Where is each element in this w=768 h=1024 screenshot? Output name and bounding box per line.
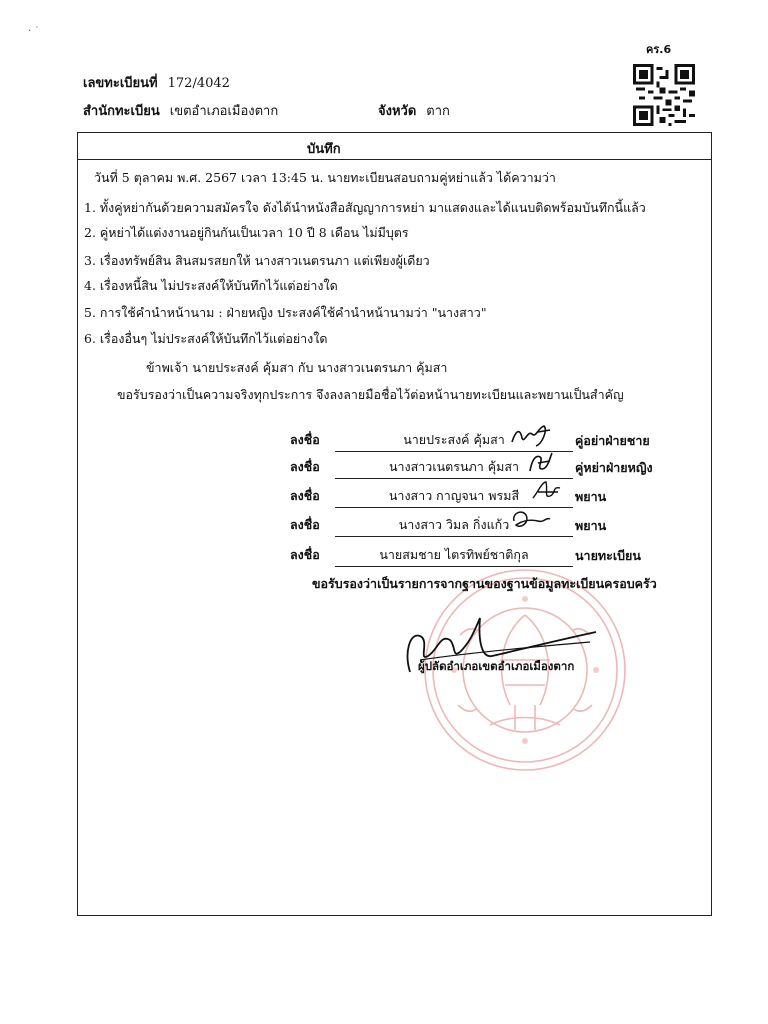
signatory-name: นายสมชาย ไตรทิพย์ชาติกุล [335, 545, 573, 567]
signature-label: ลงชื่อ [290, 488, 320, 503]
signatory-role: นายทะเบียน [575, 548, 641, 563]
signature-label: ลงชื่อ [290, 517, 320, 532]
registration-number [83, 72, 230, 93]
certifying-officer-title: ผู้ปลัดอำเภอเขตอำเภอเมืองตาก [418, 659, 575, 673]
province-label: จังหวัด [378, 104, 417, 119]
registration-label: เลขทะเบียนที่ [83, 76, 158, 91]
record-item-4: 4. เรื่องหนี้สิน ไม่ประสงค์ให้บันทึกไว้แต่อย่างใด [84, 278, 338, 293]
signatory-role: คู่หย่าฝ่ายหญิง [575, 460, 653, 475]
scan-speck: · ˙ [28, 26, 40, 37]
signature-label: ลงชื่อ [290, 432, 320, 447]
province [378, 100, 450, 121]
record-item-6: 6. เรื่องอื่นๆ ไม่ประสงค์ให้บันทึกไว้แต่อย่างใด [84, 331, 328, 346]
signatory-role: พยาน [575, 518, 607, 533]
signatory-name: นายประสงค์ คุ้มสา [335, 430, 573, 452]
province-value: ตาก [426, 104, 450, 119]
handwritten-signature [508, 420, 554, 450]
handwritten-signature [508, 505, 552, 535]
signature-row-witness-1 [290, 484, 690, 506]
signature-row-husband [290, 428, 690, 450]
record-item-2: 2. คู่หย่าได้แต่งงานอยู่กินกันเป็นเวลา 10 ปี 8 เดือน ไม่มีบุตร [84, 225, 409, 240]
signatory-name: นางสาว กาญจนา พรมสี [335, 486, 573, 508]
signature-row-wife [290, 455, 690, 477]
office-value: เขตอำเภอเมืองตาก [169, 104, 279, 119]
record-intro: วันที่ 5 ตุลาคม พ.ศ. 2567 เวลา 13:45 น. นายทะเบียนสอบถามคู่หย่าแล้ว ได้ความว่า [94, 170, 556, 185]
office-label: สำนักทะเบียน [83, 104, 160, 119]
signature-row-registrar [290, 543, 690, 565]
registry-office [83, 100, 278, 121]
handwritten-signature [526, 447, 556, 477]
record-item-5: 5. การใช้คำนำหน้านาม : ฝ่ายหญิง ประสงค์ใช้คำนำหน้านามว่า "นางสาว" [84, 305, 487, 320]
record-title-row [78, 133, 711, 160]
certification-statement: ขอรับรองว่าเป็นรายการจากฐานของฐานข้อมูลทะเบียนครอบครัว [312, 576, 657, 591]
record-item-1: 1. ทั้งคู่หย่ากันด้วยความสมัครใจ ดังได้นำหนังสือสัญญาการหย่า มาแสดงและได้แนบติดพร้อมบันทึกนี้แล้ว [84, 200, 646, 215]
record-title: บันทึก [307, 142, 341, 157]
signatory-name: นางสาวเนตรนภา คุ้มสา [335, 457, 573, 479]
record-item-3: 3. เรื่องทรัพย์สิน สินสมรสยกให้ นางสาวเนตรนภา แต่เพียงผู้เดียว [84, 253, 430, 268]
registration-value: 172/4042 [167, 76, 230, 91]
qr-code-icon [633, 64, 695, 126]
signatory-name: นางสาว วิมล กิ่งแก้ว [335, 515, 573, 537]
signature-label: ลงชื่อ [290, 547, 320, 562]
signature-row-witness-2 [290, 513, 690, 535]
declarant-line: ข้าพเจ้า นายประสงค์ คุ้มสา กับ นางสาวเนตรนภา คุ้มสา [146, 360, 448, 375]
signatory-role: พยาน [575, 489, 607, 504]
signature-label: ลงชื่อ [290, 459, 320, 474]
signatory-role: คู่อย่าฝ่ายชาย [575, 433, 650, 448]
form-code: คร.6 [646, 43, 672, 56]
handwritten-signature [530, 476, 564, 506]
declaration-line: ขอรับรองว่าเป็นความจริงทุกประการ จึงลงลายมือชื่อไว้ต่อหน้านายทะเบียนและพยานเป็นสำคัญ [117, 387, 624, 402]
